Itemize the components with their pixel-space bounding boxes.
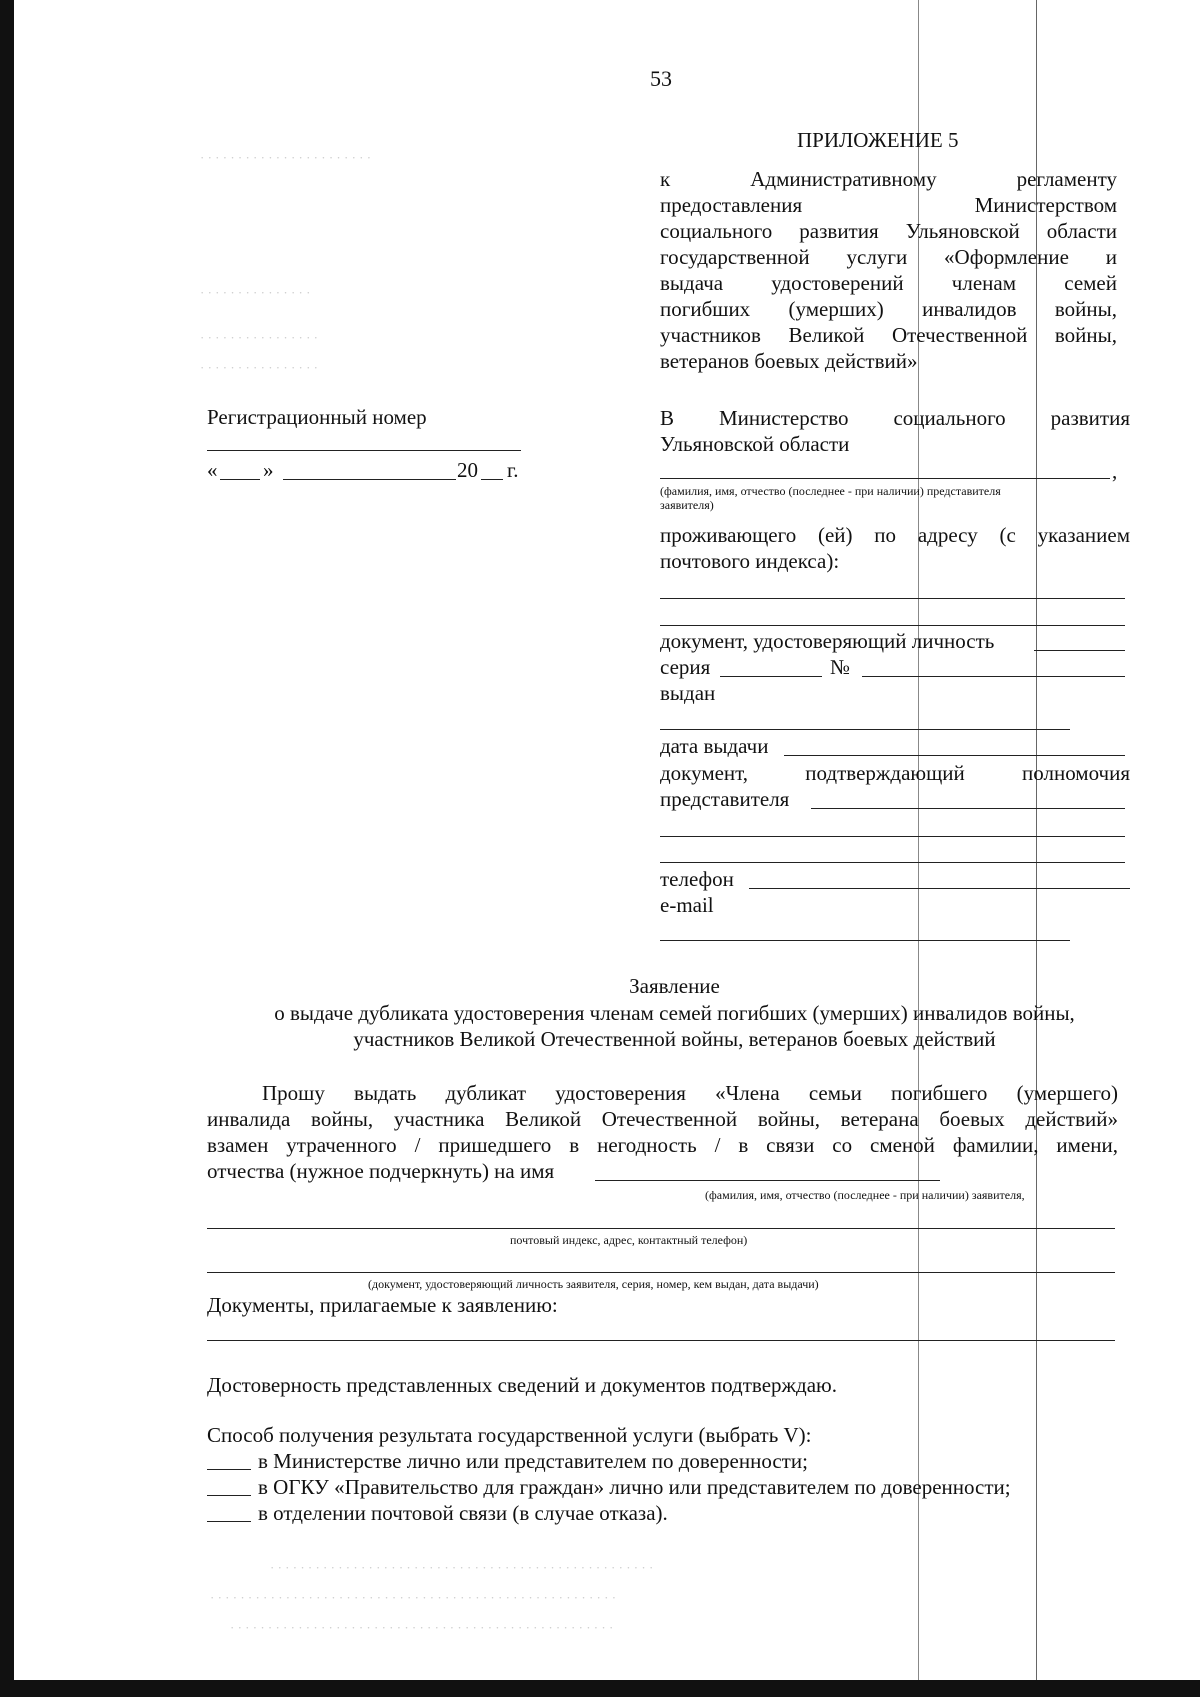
scan-bottom-border bbox=[0, 1680, 1200, 1697]
appendix-line: ветеранов боевых действий» bbox=[660, 349, 918, 373]
registration-date-close-quote: » bbox=[263, 458, 274, 482]
number-label: № bbox=[830, 655, 851, 679]
address-field-1[interactable] bbox=[660, 598, 1125, 599]
authority-document-field-3[interactable] bbox=[660, 862, 1125, 863]
option-checkbox-ministry[interactable] bbox=[207, 1469, 251, 1470]
issue-date-label: дата выдачи bbox=[660, 734, 769, 758]
applicant-address-field[interactable] bbox=[207, 1228, 1115, 1229]
phone-field[interactable] bbox=[749, 888, 1130, 889]
documents-field[interactable] bbox=[207, 1340, 1115, 1341]
statement-body-line: инвалида войны, участника Великой Отечественной войны, ветерана боевых действий» bbox=[207, 1107, 1118, 1131]
appendix-line: выдача удостоверений членам семей bbox=[660, 271, 1117, 295]
address-label: почтового индекса): bbox=[660, 549, 840, 573]
authority-document-label: документ, подтверждающий полномочия bbox=[660, 761, 1130, 785]
statement-title: Заявление bbox=[629, 974, 720, 998]
registration-day-field[interactable] bbox=[220, 479, 260, 480]
option-checkbox-post[interactable] bbox=[207, 1521, 251, 1522]
statement-body-line: взамен утраченного / пришедшего в негодность / в связи со сменой фамилии, имени, bbox=[207, 1133, 1118, 1157]
registration-number-field[interactable] bbox=[207, 450, 521, 451]
applicant-document-hint: (документ, удостоверяющий личность заявителя, серия, номер, кем выдан, дата выдачи) bbox=[368, 1277, 819, 1291]
id-document-field[interactable] bbox=[1034, 650, 1125, 651]
appendix-line: предоставления Министерством bbox=[660, 193, 1117, 217]
phone-label: телефон bbox=[660, 867, 734, 891]
scan-left-border bbox=[0, 0, 14, 1697]
appendix-line: погибших (умерших) инвалидов войны, bbox=[660, 297, 1117, 321]
page-number: 53 bbox=[650, 66, 672, 91]
registration-label: Регистрационный номер bbox=[207, 405, 427, 429]
documents-label: Документы, прилагаемые к заявлению: bbox=[207, 1293, 558, 1317]
registration-year-field[interactable] bbox=[481, 479, 503, 480]
bleed-through-text: · · · · · · · · · · · · · · · · bbox=[200, 360, 319, 375]
addressee-line: В Министерство социального развития bbox=[660, 406, 1130, 430]
applicant-address-hint: почтовый индекс, адрес, контактный телефон) bbox=[510, 1233, 748, 1247]
statement-body-line: отчества (нужное подчеркнуть) на имя bbox=[207, 1159, 555, 1183]
statement-subtitle: участников Великой Отечественной войны, ветеранов боевых действий bbox=[353, 1027, 996, 1051]
id-document-label: документ, удостоверяющий личность bbox=[660, 629, 995, 653]
representative-name-field[interactable] bbox=[660, 478, 1110, 479]
applicant-name-hint: (фамилия, имя, отчество (последнее - при наличии) заявителя, bbox=[705, 1188, 1025, 1202]
authority-document-field-1[interactable] bbox=[811, 808, 1125, 809]
representative-name-hint: (фамилия, имя, отчество (последнее - при наличии) представителя bbox=[660, 484, 1001, 498]
series-label: серия bbox=[660, 655, 711, 679]
appendix-line: государственной услуги «Оформление и bbox=[660, 245, 1117, 269]
address-label: проживающего (ей) по адресу (с указанием bbox=[660, 523, 1130, 547]
bleed-through-text: · · · · · · · · · · · · · · · · bbox=[200, 330, 319, 345]
applicant-name-field[interactable] bbox=[595, 1180, 940, 1181]
series-field[interactable] bbox=[720, 676, 822, 677]
appendix-title: ПРИЛОЖЕНИЕ 5 bbox=[797, 128, 959, 152]
appendix-line: участников Великой Отечественной войны, bbox=[660, 323, 1117, 347]
registration-month-field[interactable] bbox=[283, 479, 456, 480]
registration-year-prefix: 20 bbox=[457, 458, 478, 482]
email-field[interactable] bbox=[660, 940, 1070, 941]
authority-document-label: представителя bbox=[660, 787, 790, 811]
applicant-document-field[interactable] bbox=[207, 1272, 1115, 1273]
appendix-reference bbox=[660, 166, 1117, 374]
issued-label: выдан bbox=[660, 681, 716, 705]
addressee-line: Ульяновской области bbox=[660, 432, 850, 456]
number-field[interactable] bbox=[862, 676, 1125, 677]
option-checkbox-ogku[interactable] bbox=[207, 1495, 251, 1496]
bleed-through-text: · · · · · · · · · · · · · · · · · · · · · · · bbox=[200, 150, 372, 165]
registration-year-suffix: г. bbox=[507, 458, 519, 482]
issue-date-field[interactable] bbox=[784, 755, 1125, 756]
bleed-through-text: · · · · · · · · · · · · · · · bbox=[200, 285, 311, 300]
bleed-through-text: · · · · · · · · · · · · · · · · · · · · · · · · · · · · · · · · · · · · · · · · · · · · · · · · · · · bbox=[230, 1620, 614, 1635]
bleed-through-text: · · · · · · · · · · · · · · · · · · · · · · · · · · · · · · · · · · · · · · · · · · · · · · · · · · · · · · bbox=[210, 1590, 617, 1605]
option-ministry-label: в Министерстве лично или представителем по доверенности; bbox=[258, 1449, 808, 1473]
option-ogku-label: в ОГКУ «Правительство для граждан» лично или представителем по доверенности; bbox=[258, 1475, 1011, 1499]
address-field-2[interactable] bbox=[660, 625, 1125, 626]
issued-field[interactable] bbox=[660, 729, 1070, 730]
representative-name-hint: заявителя) bbox=[660, 498, 714, 512]
confirmation-text: Достоверность представленных сведений и документов подтверждаю. bbox=[207, 1373, 837, 1397]
appendix-line: социального развития Ульяновской области bbox=[660, 219, 1117, 243]
statement-subtitle: о выдаче дубликата удостоверения членам семей погибших (умерших) инвалидов войны, bbox=[274, 1001, 1075, 1025]
email-label: e-mail bbox=[660, 893, 714, 917]
authority-document-field-2[interactable] bbox=[660, 836, 1125, 837]
registration-date-open-quote: « bbox=[207, 458, 218, 482]
bleed-through-text: · · · · · · · · · · · · · · · · · · · · · · · · · · · · · · · · · · · · · · · · · · · · · · · · · · · bbox=[270, 1560, 654, 1575]
appendix-line: к Административному регламенту bbox=[660, 167, 1117, 191]
result-method-title: Способ получения результата государственной услуги (выбрать V): bbox=[207, 1423, 812, 1447]
statement-body-line: Прошу выдать дубликат удостоверения «Члена семьи погибшего (умершего) bbox=[262, 1081, 1118, 1105]
option-post-label: в отделении почтовой связи (в случае отказа). bbox=[258, 1501, 668, 1525]
comma: , bbox=[1112, 459, 1118, 483]
